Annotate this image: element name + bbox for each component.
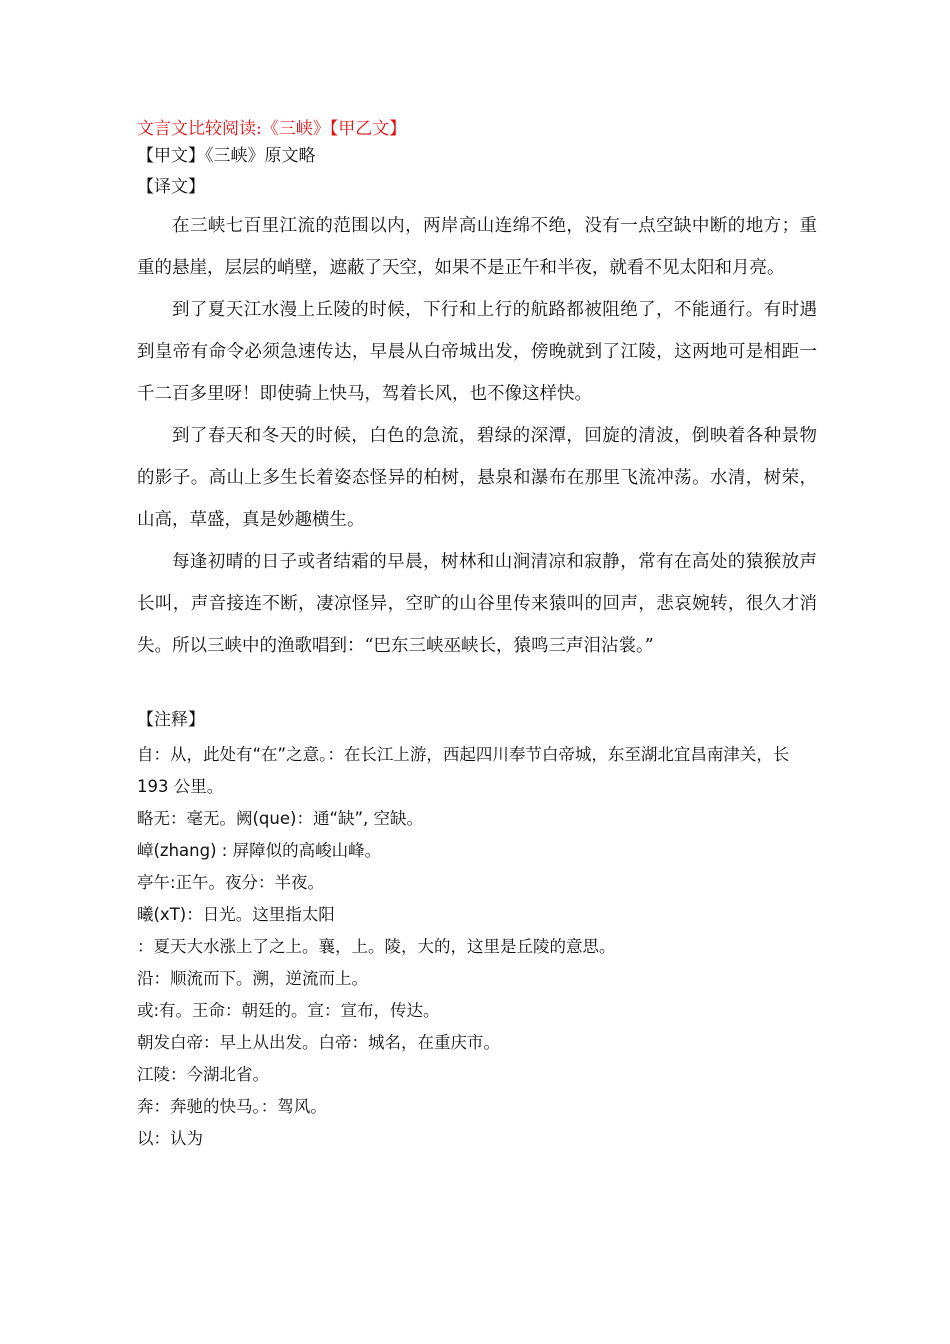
yiwen-heading: 【译文】: [137, 177, 205, 197]
note-item: 沿：顺流而下。溯，逆流而上。: [137, 969, 368, 988]
document-body: [137, 116, 817, 1155]
note-item: 以：认为: [137, 1129, 203, 1148]
section-gap: [137, 667, 817, 707]
translation-paragraph-4: 每逢初晴的日子或者结霜的早晨，树林和山涧清凉和寂静，常有在高处的猿猴放声长叫，声音接连不断，凄凉怪异，空旷的山谷里传来猿叫的回声，悲哀婉转，很久才消失。所以三峡中的渔歌唱到：“巴东三峡巫峡长，猿鸣三声泪沾裳。”: [137, 552, 817, 656]
translation-paragraph-1: 在三峡七百里江流的范围以内，两岸高山连绵不绝，没有一点空缺中断的地方；重重的悬崖，层层的峭壁，遮蔽了天空，如果不是正午和半夜，就看不见太阳和月亮。: [137, 216, 817, 278]
translation-paragraph-2: 到了夏天江水漫上丘陵的时候，下行和上行的航路都被阻绝了，不能通行。有时遇到皇帝有命令必须急速传达，早晨从白帝城出发，傍晚就到了江陵，这两地可是相距一千二百多里呀！即使骑上快马，驾着长风，也不像这样快。: [137, 300, 817, 404]
note-item: 亭午:正午。夜分：半夜。: [137, 873, 325, 892]
note-item: 或:有。王命：朝廷的。宣：宣布，传达。: [137, 1001, 440, 1020]
notes-heading: 【注释】: [137, 710, 205, 730]
document-title: 文言文比较阅读:《三峡》【甲乙文】: [137, 119, 407, 139]
note-item: 嶂(zhang) : 屏障似的高峻山峰。: [137, 841, 382, 860]
note-item: 奔：奔驰的快马。：驾风。: [137, 1097, 327, 1116]
note-item: 江陵：今湖北省。: [137, 1065, 269, 1084]
note-item: 朝发白帝：早上从出发。白帝：城名，在重庆市。: [137, 1033, 500, 1052]
translation-paragraph-3: 到了春天和冬天的时候，白色的急流，碧绿的深潭，回旋的清波，倒映着各种景物的影子。高山上多生长着姿态怪异的柏树，悬泉和瀑布在那里飞流冲荡。水清，树荣，山高，草盛，真是妙趣横生。: [137, 426, 817, 530]
note-item: 自：从，此处有“在”之意。：在长江上游，西起四川奉节白帝城，东至湖北宜昌南津关，长 193 公里。: [137, 745, 790, 796]
jia-heading: 【甲文】《三峡》原文略: [137, 146, 316, 166]
note-item: 曦(xT)：日光。这里指太阳: [137, 905, 335, 924]
note-item: 略无：毫无。阙(que)：通“缺”, 空缺。: [137, 809, 424, 828]
note-item: ：夏天大水涨上了之上。襄，上。陵，大的，这里是丘陵的意思。: [137, 937, 616, 956]
